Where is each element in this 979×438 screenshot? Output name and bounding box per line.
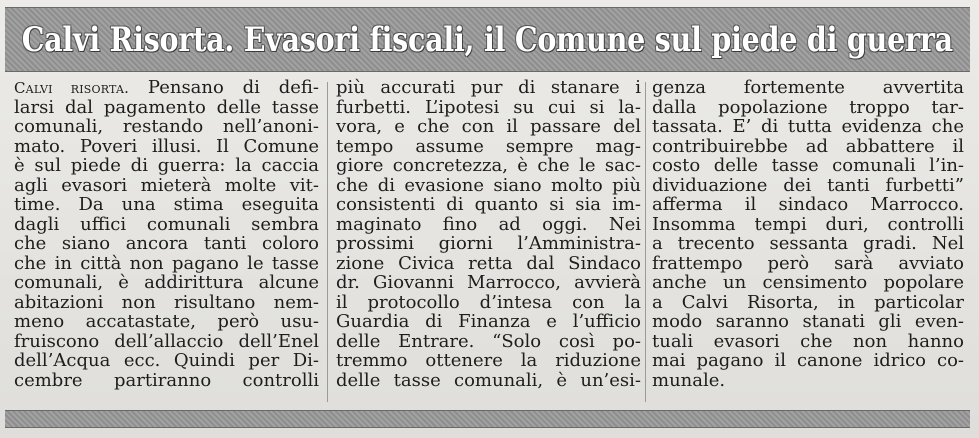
article-line: dell’Acqua ecc. Quindi per Di- xyxy=(14,350,319,371)
article-line: modo saranno stanati gli even- xyxy=(652,311,964,332)
article-line: vora, e che con il passare del xyxy=(336,116,641,137)
article-line: prossimi giorni l’Amministra- xyxy=(336,233,641,254)
article-column-3 xyxy=(652,78,964,408)
article-line: tremmo ottenere la riduzione xyxy=(336,350,641,371)
article-line: il protocollo d’intesa con la xyxy=(336,291,641,313)
article-line: giore concretezza, è che le sac- xyxy=(336,155,641,176)
article-line: furbetti. L’ipotesi su cui si la- xyxy=(336,96,641,118)
article-body xyxy=(14,78,969,408)
article-line: cembre partiranno controlli xyxy=(14,369,319,391)
article-line: mato. Poveri illusi. Il Comune xyxy=(14,135,319,157)
article-line: meno accatastate, però usu- xyxy=(14,311,319,332)
article-line: costo delle tasse comunali l’in- xyxy=(652,155,964,176)
article-line: maginato fino ad oggi. Nei xyxy=(336,213,641,235)
article-line: time. Da una stima eseguita xyxy=(14,194,319,215)
article-line: tempo assume sempre mag- xyxy=(336,135,641,157)
article-line: tassata. E’ di tutta evidenza che xyxy=(652,116,964,137)
article-line: che di evasione siano molto più xyxy=(336,174,641,196)
article-line: zione Civica retta dal Sindaco xyxy=(336,252,641,274)
column-divider xyxy=(327,82,328,402)
article-line: genza fortemente avvertita xyxy=(652,78,964,98)
article-column-1 xyxy=(14,78,319,408)
article-line: dr. Giovanni Marrocco, avvierà xyxy=(336,272,641,293)
column-divider xyxy=(645,82,646,402)
article-line: che in città non pagano le tasse xyxy=(14,252,319,274)
article-line: dividuazione dei tanti furbetti” xyxy=(652,174,964,196)
article-line xyxy=(14,78,319,98)
article-line: Guardia di Finanza e l’ufficio xyxy=(336,311,641,332)
headline-banner xyxy=(5,7,970,72)
article-line: munale. xyxy=(652,369,726,391)
article-line: abitazioni non risultano nem- xyxy=(14,291,319,313)
article-line: consistenti di quanto si sia im- xyxy=(336,194,641,215)
article-line: a Calvi Risorta, in particolar xyxy=(652,291,964,313)
dateline: Calvi risorta. xyxy=(14,79,130,97)
headline: Calvi Risorta. Evasori fiscali, il Comune sul piede di guerra xyxy=(21,19,954,60)
article-line: agli evasori mieterà molte vit- xyxy=(14,174,319,196)
article-text: Pensano di defi- xyxy=(129,78,319,98)
article-line: mai pagano il canone idrico co- xyxy=(652,350,964,371)
article-line: afferma il sindaco Marrocco. xyxy=(652,194,964,215)
article-line: dagli uffici comunali sembra xyxy=(14,213,319,235)
article-line: tuali evasori che non hanno xyxy=(652,330,964,352)
article-line: contribuirebbe ad abbattere il xyxy=(652,135,964,157)
article-line: delle Entrare. “Solo così po- xyxy=(336,330,641,352)
article-line: comunali, è addirittura alcune xyxy=(14,272,319,293)
article-line: a trecento sessanta gradi. Nel xyxy=(652,233,964,254)
article-line: dalla popolazione troppo tar- xyxy=(652,96,964,118)
article-line: fruiscono dell’allaccio dell’Enel xyxy=(14,330,319,352)
article-line: comunali, restando nell’anoni- xyxy=(14,116,319,137)
article-line: larsi dal pagamento delle tasse xyxy=(14,96,319,118)
article-line: più accurati pur di stanare i xyxy=(336,78,641,98)
article-line: Insomma tempi duri, controlli xyxy=(652,213,964,235)
article-line: è sul piede di guerra: la caccia xyxy=(14,155,319,176)
article-line: frattempo però sarà avviato xyxy=(652,252,964,274)
article-line: che siano ancora tanti coloro xyxy=(14,233,319,254)
article-column-2 xyxy=(336,78,641,408)
bottom-rule xyxy=(5,410,970,428)
article-line: anche un censimento popolare xyxy=(652,272,964,293)
article-line: delle tasse comunali, è un’esi- xyxy=(336,369,641,391)
